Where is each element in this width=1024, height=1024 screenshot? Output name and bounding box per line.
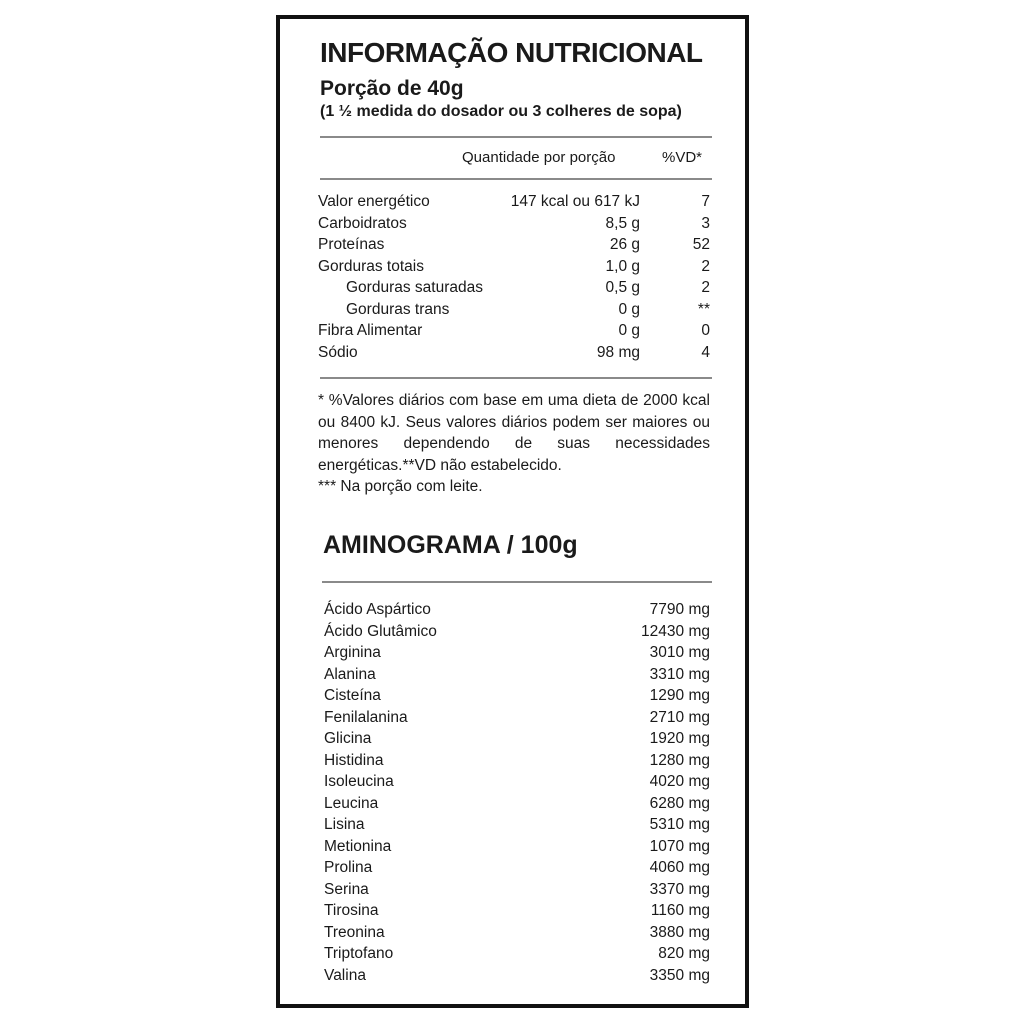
aminogram-row (324, 924, 710, 945)
amino-acid-value: 3350 mg (649, 966, 710, 984)
amino-acid-value: 1070 mg (649, 837, 710, 855)
nutrition-row (318, 344, 710, 365)
amino-acid-name: Arginina (324, 644, 381, 661)
aminogram-row (324, 795, 710, 816)
aminogram-row (324, 859, 710, 880)
aminogram-row (324, 623, 710, 644)
aminogram-row (324, 752, 710, 773)
nutrient-name: Sódio (318, 343, 358, 361)
amino-acid-name: Lisina (324, 816, 365, 833)
aminogram-row (324, 773, 710, 794)
amino-acid-name: Isoleucina (324, 773, 394, 790)
divider (320, 377, 712, 379)
aminogram-row (324, 881, 710, 902)
amino-acid-name: Leucina (324, 794, 379, 812)
nutrient-vd: ** (697, 300, 710, 318)
amino-acid-value: 3880 mg (649, 923, 710, 941)
nutrient-quantity: 98 mg (596, 343, 640, 361)
amino-acid-name: Cisteína (324, 687, 381, 704)
nutrient-vd: 7 (701, 193, 710, 210)
nutrient-name: Valor energético (318, 193, 430, 210)
amino-acid-name: Fenilalanina (324, 708, 408, 726)
nutrient-name: Gorduras saturadas (346, 279, 483, 296)
amino-acid-value: 7790 mg (649, 601, 710, 618)
divider (322, 581, 712, 583)
amino-acid-name: Metionina (324, 837, 392, 855)
amino-acid-value: 5310 mg (649, 816, 710, 833)
nutrient-name: Gorduras trans (346, 300, 450, 318)
amino-acid-value: 1920 mg (649, 730, 710, 747)
amino-acid-name: Ácido Aspártico (324, 601, 431, 618)
column-header-vd: %VD* (662, 149, 703, 166)
nutrition-row (318, 193, 710, 214)
nutrient-quantity: 147 kcal ou 617 kJ (510, 193, 640, 210)
amino-acid-value: 1160 mg (650, 902, 710, 919)
divider (320, 136, 712, 138)
nutrient-quantity: 1,0 g (605, 257, 640, 275)
nutrient-vd: 52 (692, 236, 710, 253)
nutrient-name: Carboidratos (318, 214, 407, 232)
aminogram-row (324, 945, 710, 966)
nutrient-vd: 3 (701, 214, 710, 232)
nutrient-vd: 2 (701, 257, 710, 275)
nutrition-label-panel (276, 15, 749, 1008)
amino-acid-name: Alanina (324, 665, 376, 683)
amino-acid-name: Prolina (324, 859, 373, 876)
nutrient-vd: 0 (701, 322, 710, 339)
amino-acid-value: 1290 mg (649, 687, 710, 704)
nutrient-name: Gorduras totais (318, 257, 424, 275)
nutrient-quantity: 8,5 g (605, 214, 640, 232)
amino-acid-value: 2710 mg (649, 708, 710, 726)
amino-acid-value: 4020 mg (649, 773, 710, 790)
aminogram-row (324, 601, 710, 622)
nutrient-vd: 2 (701, 279, 710, 296)
amino-acid-name: Treonina (324, 923, 385, 941)
nutrient-quantity: 0 g (618, 322, 640, 339)
nutrient-name: Fibra Alimentar (318, 322, 423, 339)
amino-acid-value: 12430 mg (641, 622, 710, 640)
amino-acid-name: Valina (324, 966, 366, 984)
amino-acid-value: 820 mg (658, 945, 710, 962)
nutrition-row (318, 236, 710, 257)
nutrient-name: Proteínas (318, 236, 385, 253)
amino-acid-value: 6280 mg (649, 794, 710, 812)
amino-acid-name: Triptofano (324, 945, 394, 962)
nutrition-row (318, 322, 710, 343)
amino-acid-name: Glicina (324, 730, 372, 747)
aminogram-row (324, 666, 710, 687)
nutrient-quantity: 0 g (618, 300, 640, 318)
aminogram-row (324, 838, 710, 859)
nutrient-quantity: 0,5 g (605, 279, 640, 296)
nutrient-vd: 4 (701, 343, 710, 361)
amino-acid-name: Histidina (324, 751, 384, 769)
aminogram-row (324, 967, 710, 988)
footnote-daily-values: * %Valores diários com base em uma dieta de 2000 kcal ou 8400 kJ. Seus valores diários podem ser maiores ou menores dependendo de suas necessidades energéticas.**VD não estabelecido. (318, 392, 710, 474)
amino-acid-value: 4060 mg (649, 859, 710, 876)
amino-acid-value: 3370 mg (649, 880, 710, 898)
nutrition-row (318, 258, 710, 279)
nutrition-row (318, 279, 710, 300)
aminogram-row (324, 902, 710, 923)
column-header-quantity: Quantidade por porção (462, 149, 616, 166)
aminogram-row (324, 709, 710, 730)
aminogram-row (324, 644, 710, 665)
amino-acid-value: 3010 mg (649, 644, 710, 661)
nutrient-quantity: 26 g (609, 236, 640, 253)
amino-acid-value: 3310 mg (649, 665, 710, 683)
aminogram-row (324, 730, 710, 751)
nutrition-title: INFORMAÇÃO NUTRICIONAL (320, 37, 703, 68)
portion-note: (1 ½ medida do dosador ou 3 colheres de sopa) (320, 103, 682, 120)
amino-acid-name: Ácido Glutâmico (324, 622, 437, 640)
aminogram-row (324, 816, 710, 837)
amino-acid-name: Serina (324, 880, 369, 898)
nutrition-row (318, 301, 710, 322)
nutrition-row (318, 215, 710, 236)
portion-size: Porção de 40g (320, 77, 464, 100)
footnote-milk-portion: *** Na porção com leite. (318, 478, 483, 495)
aminogram-title: AMINOGRAMA / 100g (323, 531, 578, 559)
aminogram-row (324, 687, 710, 708)
amino-acid-name: Tirosina (324, 902, 379, 919)
amino-acid-value: 1280 mg (649, 751, 710, 769)
footnote (318, 390, 710, 498)
divider (320, 178, 712, 180)
